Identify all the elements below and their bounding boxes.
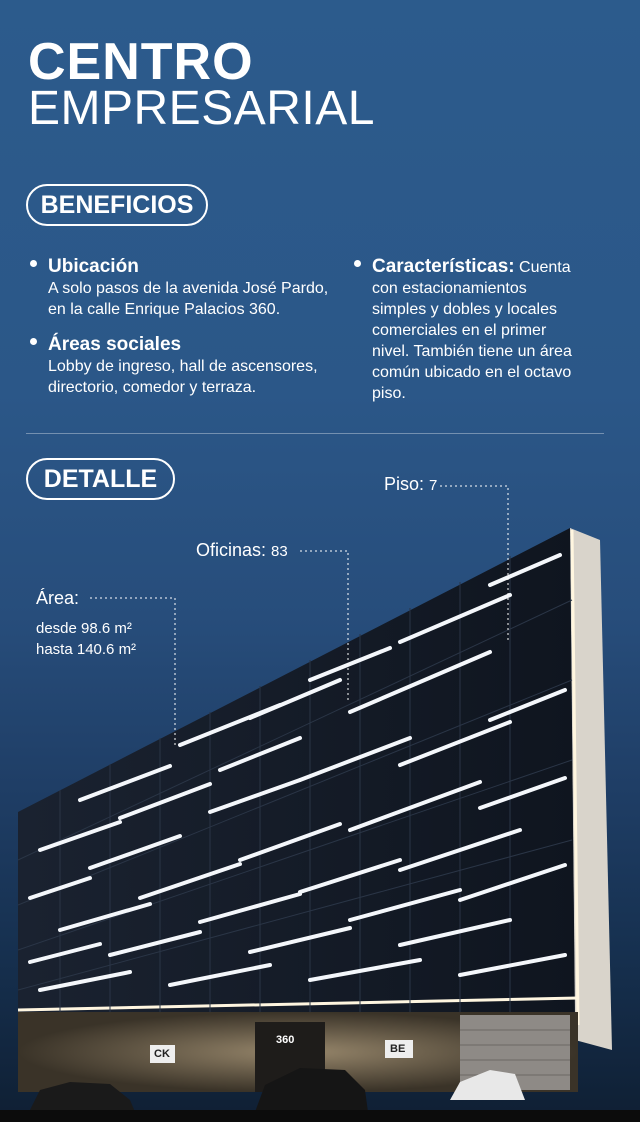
piso-value: 7 bbox=[429, 477, 438, 494]
areas-sociales-text: Lobby de ingreso, hall de ascensores, directorio, comedor y terraza. bbox=[48, 358, 318, 396]
oficinas-value: 83 bbox=[271, 543, 288, 560]
areas-sociales-title: Áreas sociales bbox=[48, 334, 182, 355]
area-values bbox=[36, 618, 136, 660]
bullet-icon bbox=[30, 338, 37, 345]
area-max: hasta 140.6 m² bbox=[36, 641, 137, 658]
caracteristicas-title: Características: bbox=[372, 256, 515, 277]
title-line-1: CENTRO bbox=[28, 33, 254, 91]
oficinas-label bbox=[196, 540, 288, 561]
area-label bbox=[36, 588, 79, 609]
ubicacion-title: Ubicación bbox=[48, 256, 139, 277]
bullet-icon bbox=[30, 260, 37, 267]
piso-label bbox=[384, 474, 437, 495]
section-divider bbox=[26, 433, 604, 434]
beneficios-left-column bbox=[30, 256, 340, 412]
ubicacion-text: A solo pasos de la avenida José Pardo, en la calle Enrique Palacios 360. bbox=[48, 280, 329, 318]
store-sign-ck: CK bbox=[154, 1048, 170, 1060]
caracteristicas-item bbox=[354, 256, 584, 404]
ubicacion-item bbox=[30, 256, 340, 320]
caracteristicas-text: Cuenta con estacionamientos simples y dobles y locales comerciales en el primer nivel. También tiene un área común ubicado en el octavo piso. bbox=[372, 259, 572, 402]
bullet-icon bbox=[354, 260, 361, 267]
building-number: 360 bbox=[276, 1034, 295, 1046]
title-line-2: EMPRESARIAL bbox=[28, 82, 375, 135]
piso-label-text: Piso: bbox=[384, 474, 425, 494]
oficinas-label-text: Oficinas: bbox=[196, 540, 267, 560]
beneficios-right-column bbox=[354, 256, 584, 418]
street bbox=[0, 1110, 640, 1122]
areas-sociales-item bbox=[30, 334, 340, 398]
beneficios-badge: BENEFICIOS bbox=[26, 184, 208, 226]
area-min: desde 98.6 m² bbox=[36, 620, 132, 637]
detalle-badge: DETALLE bbox=[26, 458, 175, 500]
store-sign-be: BE bbox=[390, 1043, 406, 1055]
area-label-text: Área: bbox=[36, 588, 80, 608]
